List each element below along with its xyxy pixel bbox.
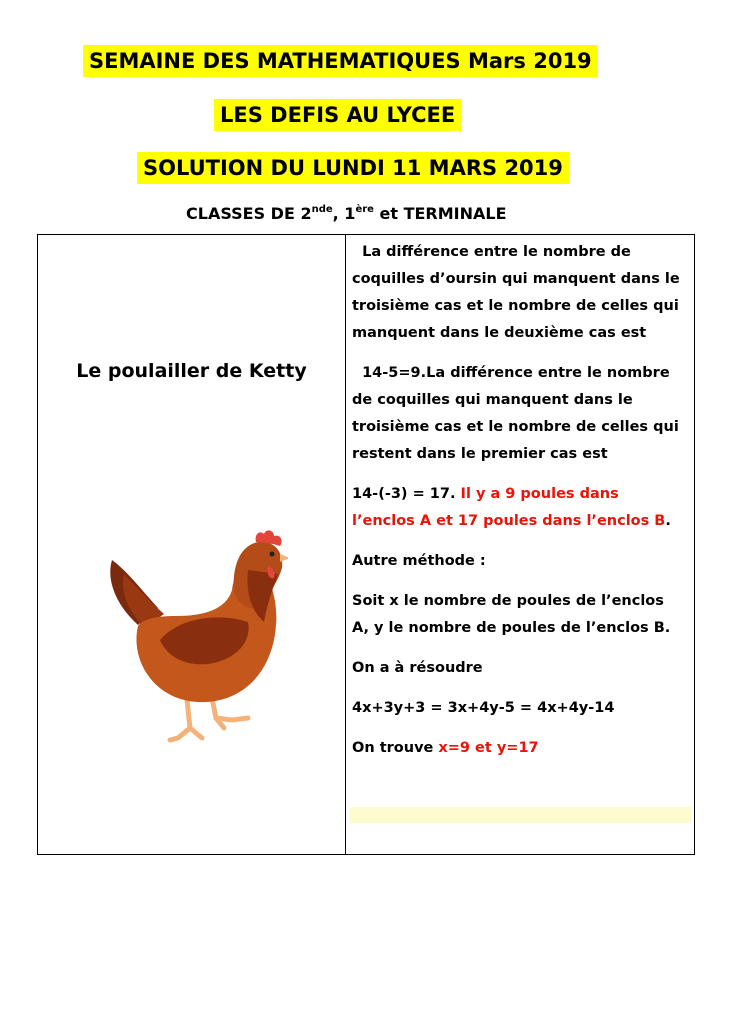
solution-paragraph-2 <box>352 360 692 468</box>
text-line: Soit x le nombre de poules de l’enclos <box>352 593 664 609</box>
text-line: 14-5=9.La différence entre le nombre <box>352 365 670 381</box>
solution-paragraph-5 <box>352 588 692 642</box>
text-line: manquent dans le deuxième cas est <box>352 325 647 341</box>
text-line <box>352 508 692 535</box>
text-line <box>352 481 692 508</box>
answer-text: Il y a 9 poules dans <box>460 486 619 502</box>
solution-table <box>37 234 695 855</box>
text-line: troisième cas et le nombre de celles qui <box>352 419 679 435</box>
classes-line <box>186 204 507 223</box>
answer-text: l’enclos A et 17 poules dans l’enclos B <box>352 513 666 529</box>
equation: 4x+3y+3 = 3x+4y-5 = 4x+4y-14 <box>352 700 615 716</box>
solution-paragraph-1 <box>352 239 692 347</box>
result-label: On trouve <box>352 740 439 756</box>
title-week: SEMAINE DES MATHEMATIQUES Mars 2019 <box>83 45 598 77</box>
classes-text: CLASSES DE 2 <box>186 204 312 223</box>
method-heading: Autre méthode : <box>352 553 486 569</box>
solution-paragraph-3 <box>352 481 692 535</box>
period-text: . <box>665 513 671 529</box>
problem-title: Le poulailler de Ketty <box>76 360 307 382</box>
title-solution-date: SOLUTION DU LUNDI 11 MARS 2019 <box>137 152 569 184</box>
text-line: de coquilles qui manquent dans le <box>352 392 633 408</box>
classes-sup-ere: ère <box>355 204 374 215</box>
hen-illustration <box>98 530 288 755</box>
text-line: restent dans le premier cas est <box>352 446 608 462</box>
classes-text: et TERMINALE <box>373 204 507 223</box>
solve-intro: On a à résoudre <box>352 660 483 676</box>
result-values: x=9 et y=17 <box>438 740 539 756</box>
title-challenges: LES DEFIS AU LYCEE <box>214 99 461 131</box>
column-divider <box>345 235 346 854</box>
text-line: troisième cas et le nombre de celles qui <box>352 298 679 314</box>
text-line: coquilles d’oursin qui manquent dans le <box>352 271 680 287</box>
solution-text <box>352 239 692 775</box>
text-line: A, y le nombre de poules de l’enclos B. <box>352 620 671 636</box>
final-answer <box>352 735 692 762</box>
calc-text: 14-(-3) = 17. <box>352 486 461 502</box>
highlight-bar <box>350 807 691 823</box>
classes-sup-nde: nde <box>311 204 333 215</box>
text-line: La différence entre le nombre de <box>352 244 631 260</box>
classes-text: , 1 <box>332 204 356 223</box>
